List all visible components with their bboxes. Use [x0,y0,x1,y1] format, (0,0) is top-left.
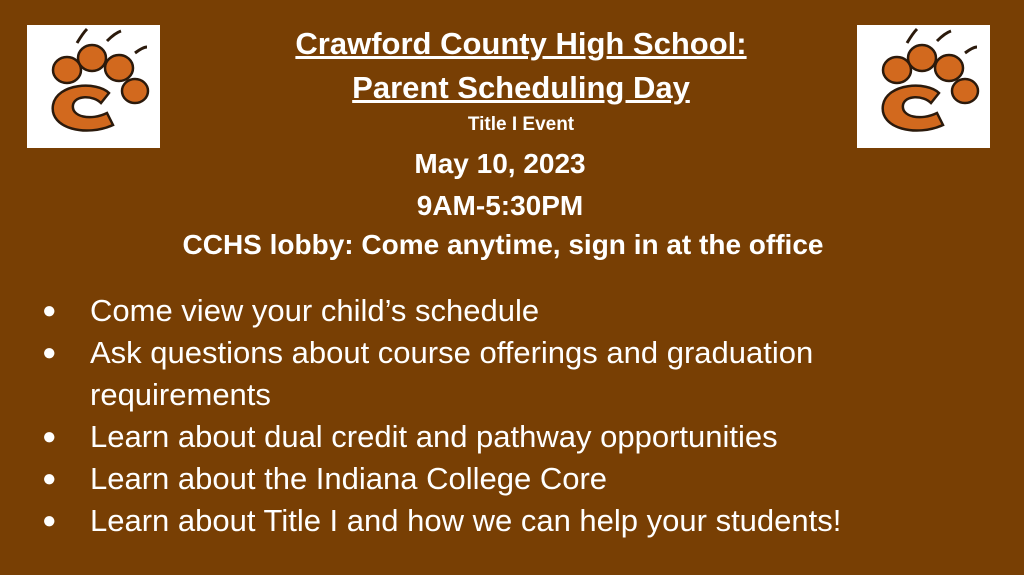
bullet-icon: ● [42,507,57,534]
bullet-icon: ● [42,423,57,450]
title-line-1: Crawford County High School: [295,26,747,61]
list-item-text: Come view your child’s schedule [90,293,540,328]
list-item [40,332,1000,416]
title-line-2: Parent Scheduling Day [352,70,690,105]
bullet-icon: ● [42,465,57,492]
subtitle: Title I Event [467,114,575,135]
bullet-icon: ● [42,297,57,324]
bullet-icon: ● [42,339,57,366]
list-item [40,458,1000,500]
list-item-text: Learn about the Indiana College Core [90,461,608,496]
event-location: CCHS lobby: Come anytime, sign in at the office [182,229,824,260]
list-item [40,416,1000,458]
list-item-text: Ask questions about course offerings and graduation requirements [90,335,814,412]
event-date: May 10, 2023 [414,148,586,179]
bullet-list [40,290,1000,542]
list-item-text: Learn about Title I and how we can help your students! [90,503,842,538]
list-item-text: Learn about dual credit and pathway opportunities [90,419,778,454]
list-item [40,500,1000,542]
event-time: 9AM-5:30PM [416,190,584,221]
list-item [40,290,1000,332]
